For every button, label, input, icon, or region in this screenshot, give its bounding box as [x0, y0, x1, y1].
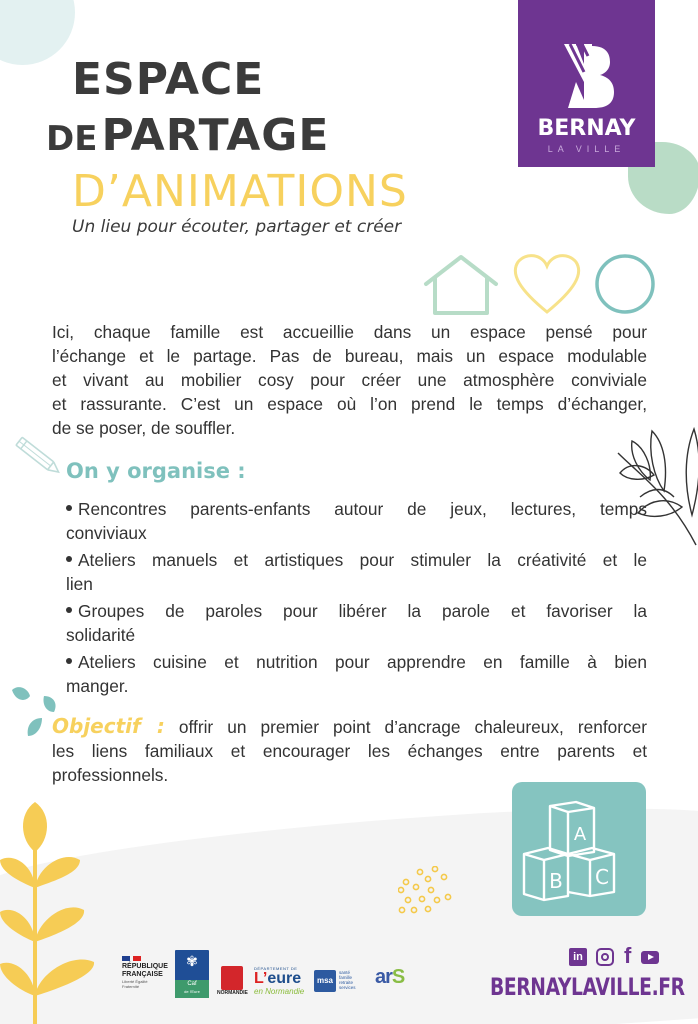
bullet-icon — [66, 607, 72, 613]
intro-line: et vivant au mobilier cosy pour créer une atmosphère conviviale — [52, 370, 647, 390]
teal-petals-icon — [8, 682, 58, 742]
logo-subtitle: LA VILLE — [547, 144, 626, 154]
svg-text:B: B — [549, 869, 563, 893]
section-heading: On y organise : — [66, 459, 246, 483]
house-outline-icon — [422, 252, 500, 316]
intro-line: Ici, chaque famille est accueillie dans un espace pensé pour — [52, 322, 647, 342]
abc-blocks-icon — [512, 782, 646, 916]
svg-text:C: C — [595, 865, 609, 889]
bullet-icon — [66, 658, 72, 664]
title-line-espace: ESPACE — [72, 54, 265, 105]
bullet-icon — [66, 505, 72, 511]
normandie-logo: NORMANDIE — [217, 966, 248, 996]
bullet-icon — [66, 556, 72, 562]
youtube-icon[interactable] — [641, 951, 659, 964]
ars-logo: arS — [375, 966, 405, 988]
instagram-icon[interactable] — [596, 948, 614, 966]
list-item: Rencontres parents-enfants autour de jeux, lectures, temps conviviaux — [66, 499, 647, 543]
activities-list — [66, 497, 647, 701]
abc-blocks-illustration — [512, 782, 646, 916]
title-de: DE — [46, 119, 98, 159]
logo-name: BERNAY — [537, 116, 636, 141]
objective-paragraph: Objectif : offrir un premier point d’ancrage chaleureux, renforcer les liens familiaux et encourager les échanges entre parents et professionnels. — [52, 714, 648, 785]
caf-logo: ✾ Caf de l'Eure — [175, 950, 209, 998]
objective-label: Objectif : — [52, 714, 165, 738]
intro-paragraph — [52, 320, 647, 440]
facebook-icon[interactable]: f — [624, 943, 632, 968]
svg-text:A: A — [573, 824, 587, 845]
linkedin-icon[interactable]: in — [569, 948, 587, 966]
caf-emblem-icon: ✾ — [186, 953, 198, 969]
subtitle: Un lieu pour écouter, partager et créer — [72, 217, 402, 237]
top-left-circle-decoration — [0, 0, 75, 65]
list-item: Ateliers manuels et artistiques pour stimuler la créativité et le lien — [66, 550, 647, 594]
title-line-de-partage — [46, 110, 330, 161]
list-item: Ateliers cuisine et nutrition pour apprendre en famille à bien manger. — [66, 652, 647, 696]
msa-logo: msa santé famille retraite services — [314, 970, 359, 992]
dots-decoration — [398, 866, 458, 926]
intro-line: et rassurante. C’est un espace où l’on prend le temps d’échanger, — [52, 394, 647, 414]
bernay-logo-mark-icon — [562, 42, 614, 110]
intro-line: l’échange et le partage. Pas de bureau, mais un espace modulable — [52, 346, 647, 366]
republique-francaise-logo: RÉPUBLIQUE FRANÇAISE Liberté Égalité Fraternité — [122, 956, 168, 989]
list-item: Groupes de paroles pour libérer la parole et favoriser la solidarité — [66, 601, 647, 645]
yellow-plant-icon — [0, 790, 100, 1024]
heart-outline-icon — [512, 252, 582, 316]
normandie-flag-icon — [221, 966, 243, 990]
website-link[interactable]: BERNAYLAVILLE.FR — [490, 973, 685, 1001]
bernay-logo[interactable] — [518, 0, 655, 167]
pencil-icon — [10, 432, 66, 480]
circle-outline-icon — [593, 252, 657, 316]
eure-logo: DÉPARTEMENT DE L’eure en Normandie — [254, 966, 305, 996]
title-line-animations: D’ANIMATIONS — [72, 166, 408, 217]
intro-line: de se poser, de souffler. — [52, 418, 236, 438]
title-partage: PARTAGE — [101, 110, 330, 161]
